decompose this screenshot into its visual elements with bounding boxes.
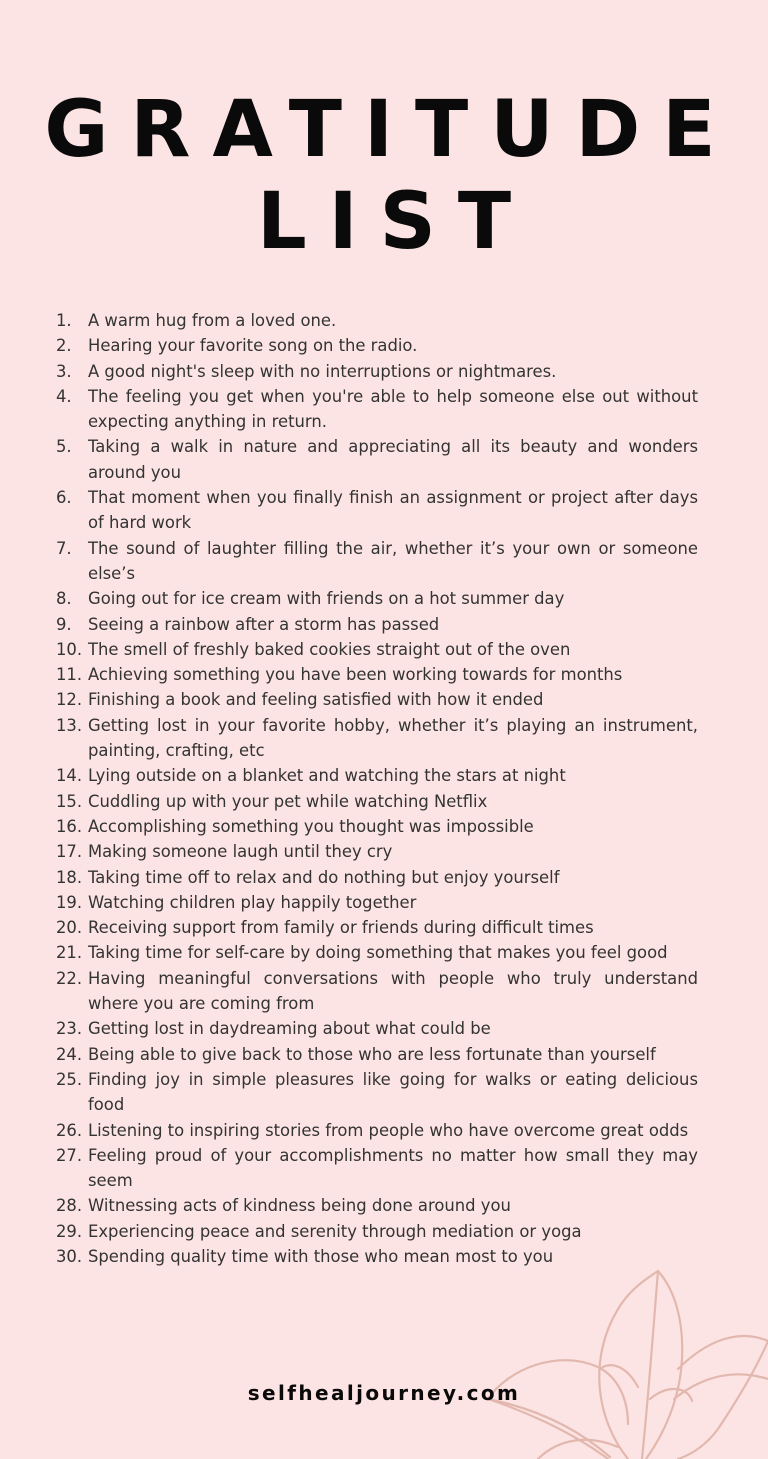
- list-item-text: Taking time for self-care by doing something that makes you feel good: [88, 943, 668, 963]
- list-item: [56, 662, 698, 687]
- list-item-text: Experiencing peace and serenity through mediation or yoga: [88, 1221, 582, 1241]
- lily-flower-outline-icon: [478, 1249, 768, 1459]
- list-item: [56, 966, 698, 1017]
- list-item-text: Watching children play happily together: [88, 892, 417, 912]
- list-item-number: 17.: [56, 842, 83, 862]
- list-item-number: 9.: [56, 614, 72, 634]
- list-item-text: The sound of laughter filling the air, whether it’s your own or someone else’s: [88, 538, 698, 583]
- list-item-text: Getting lost in daydreaming about what could be: [88, 1019, 491, 1039]
- list-item-number: 13.: [56, 715, 83, 735]
- page-title-line-2: LIST: [256, 177, 534, 267]
- list-item-text: Achieving something you have been working towards for months: [88, 665, 623, 685]
- list-item: [56, 586, 698, 611]
- list-item: [56, 814, 698, 839]
- list-item-number: 29.: [56, 1221, 83, 1241]
- list-item: [56, 1118, 698, 1143]
- list-item-text: Listening to inspiring stories from people who have overcome great odds: [88, 1120, 689, 1140]
- list-item-number: 7.: [56, 538, 72, 558]
- website-footer: selfhealjourney.com: [247, 1381, 521, 1405]
- list-item-number: 15.: [56, 791, 83, 811]
- list-item-number: 14.: [56, 766, 83, 786]
- list-item: [56, 308, 698, 333]
- list-item-number: 21.: [56, 943, 83, 963]
- list-item-number: 25.: [56, 1069, 83, 1089]
- list-item: [56, 637, 698, 662]
- list-item-number: 3.: [56, 361, 72, 381]
- list-item: [56, 612, 698, 637]
- list-item-number: 1.: [56, 311, 72, 330]
- page-title-line-1: GRATITUDE: [44, 85, 738, 175]
- list-item-number: 22.: [56, 968, 83, 988]
- list-item: [56, 687, 698, 712]
- list-item: [56, 763, 698, 788]
- list-item-text: That moment when you finally finish an assignment or project after days of hard work: [88, 488, 698, 533]
- list-item-text: Finishing a book and feeling satisfied with how it ended: [88, 690, 544, 710]
- list-item-text: Seeing a rainbow after a storm has passed: [88, 614, 440, 634]
- list-item-number: 24.: [56, 1044, 83, 1064]
- list-item-number: 23.: [56, 1019, 83, 1039]
- list-item-number: 10.: [56, 639, 83, 659]
- list-item: [56, 789, 698, 814]
- list-item-text: Going out for ice cream with friends on a hot summer day: [88, 589, 565, 609]
- list-item: [56, 890, 698, 915]
- list-item-number: 28.: [56, 1196, 83, 1216]
- list-item: [56, 839, 698, 864]
- list-item-number: 11.: [56, 665, 83, 685]
- list-item-text: Finding joy in simple pleasures like going for walks or eating delicious food: [88, 1069, 698, 1115]
- list-item-number: 26.: [56, 1120, 83, 1140]
- list-item: [56, 536, 698, 587]
- list-item: [56, 333, 698, 358]
- list-item-text: Hearing your favorite song on the radio.: [88, 336, 418, 356]
- list-item-number: 30.: [56, 1246, 83, 1266]
- list-item-number: 12.: [56, 690, 83, 710]
- list-item: [56, 915, 698, 940]
- list-item-text: Having meaningful conversations with people who truly understand where you are coming from: [88, 968, 698, 1014]
- list-item-text: Being able to give back to those who are less fortunate than yourself: [88, 1044, 656, 1064]
- list-item-number: 4.: [56, 386, 72, 406]
- list-item-text: Witnessing acts of kindness being done around you: [88, 1196, 511, 1216]
- list-item-number: 5.: [56, 437, 72, 457]
- list-item-text: Taking time off to relax and do nothing but enjoy yourself: [88, 867, 560, 887]
- list-item: [56, 1016, 698, 1041]
- list-item-text: A warm hug from a loved one.: [88, 311, 337, 330]
- list-item: [56, 1193, 698, 1218]
- list-item: [56, 1067, 698, 1118]
- list-item-text: A good night's sleep with no interruptions or nightmares.: [88, 361, 557, 381]
- list-item: [56, 713, 698, 764]
- list-item: [56, 865, 698, 890]
- list-item-text: The feeling you get when you're able to help someone else out without expecting anything in return.: [88, 386, 698, 432]
- list-item: [56, 434, 698, 485]
- list-item-text: Cuddling up with your pet while watching Netflix: [88, 791, 488, 811]
- list-item: [56, 384, 698, 435]
- list-item-number: 2.: [56, 336, 72, 356]
- list-item-text: Accomplishing something you thought was impossible: [88, 816, 534, 836]
- list-item-text: The smell of freshly baked cookies straight out of the oven: [88, 639, 571, 659]
- list-item-text: Receiving support from family or friends during difficult times: [88, 918, 594, 938]
- gratitude-list: [56, 308, 698, 1269]
- list-item: [56, 1143, 698, 1194]
- list-item: [56, 485, 698, 536]
- list-item: [56, 1042, 698, 1067]
- list-item: [56, 359, 698, 384]
- list-item-text: Spending quality time with those who mean most to you: [88, 1246, 554, 1266]
- list-item-number: 19.: [56, 892, 83, 912]
- list-item: [56, 940, 698, 965]
- list-item-number: 18.: [56, 867, 83, 887]
- list-item-text: Taking a walk in nature and appreciating all its beauty and wonders around you: [88, 437, 698, 482]
- list-item-number: 20.: [56, 918, 83, 938]
- list-item-text: Getting lost in your favorite hobby, whether it’s playing an instrument, painting, crafting, etc: [88, 715, 698, 761]
- list-item-number: 6.: [56, 488, 72, 508]
- list-item-text: Feeling proud of your accomplishments no matter how small they may seem: [88, 1145, 698, 1191]
- list-item-text: Lying outside on a blanket and watching the stars at night: [88, 766, 566, 786]
- list-item-number: 16.: [56, 816, 83, 836]
- list-item: [56, 1219, 698, 1244]
- list-item-number: 8.: [56, 589, 72, 609]
- list-item-number: 27.: [56, 1145, 83, 1165]
- list-item-text: Making someone laugh until they cry: [88, 842, 393, 862]
